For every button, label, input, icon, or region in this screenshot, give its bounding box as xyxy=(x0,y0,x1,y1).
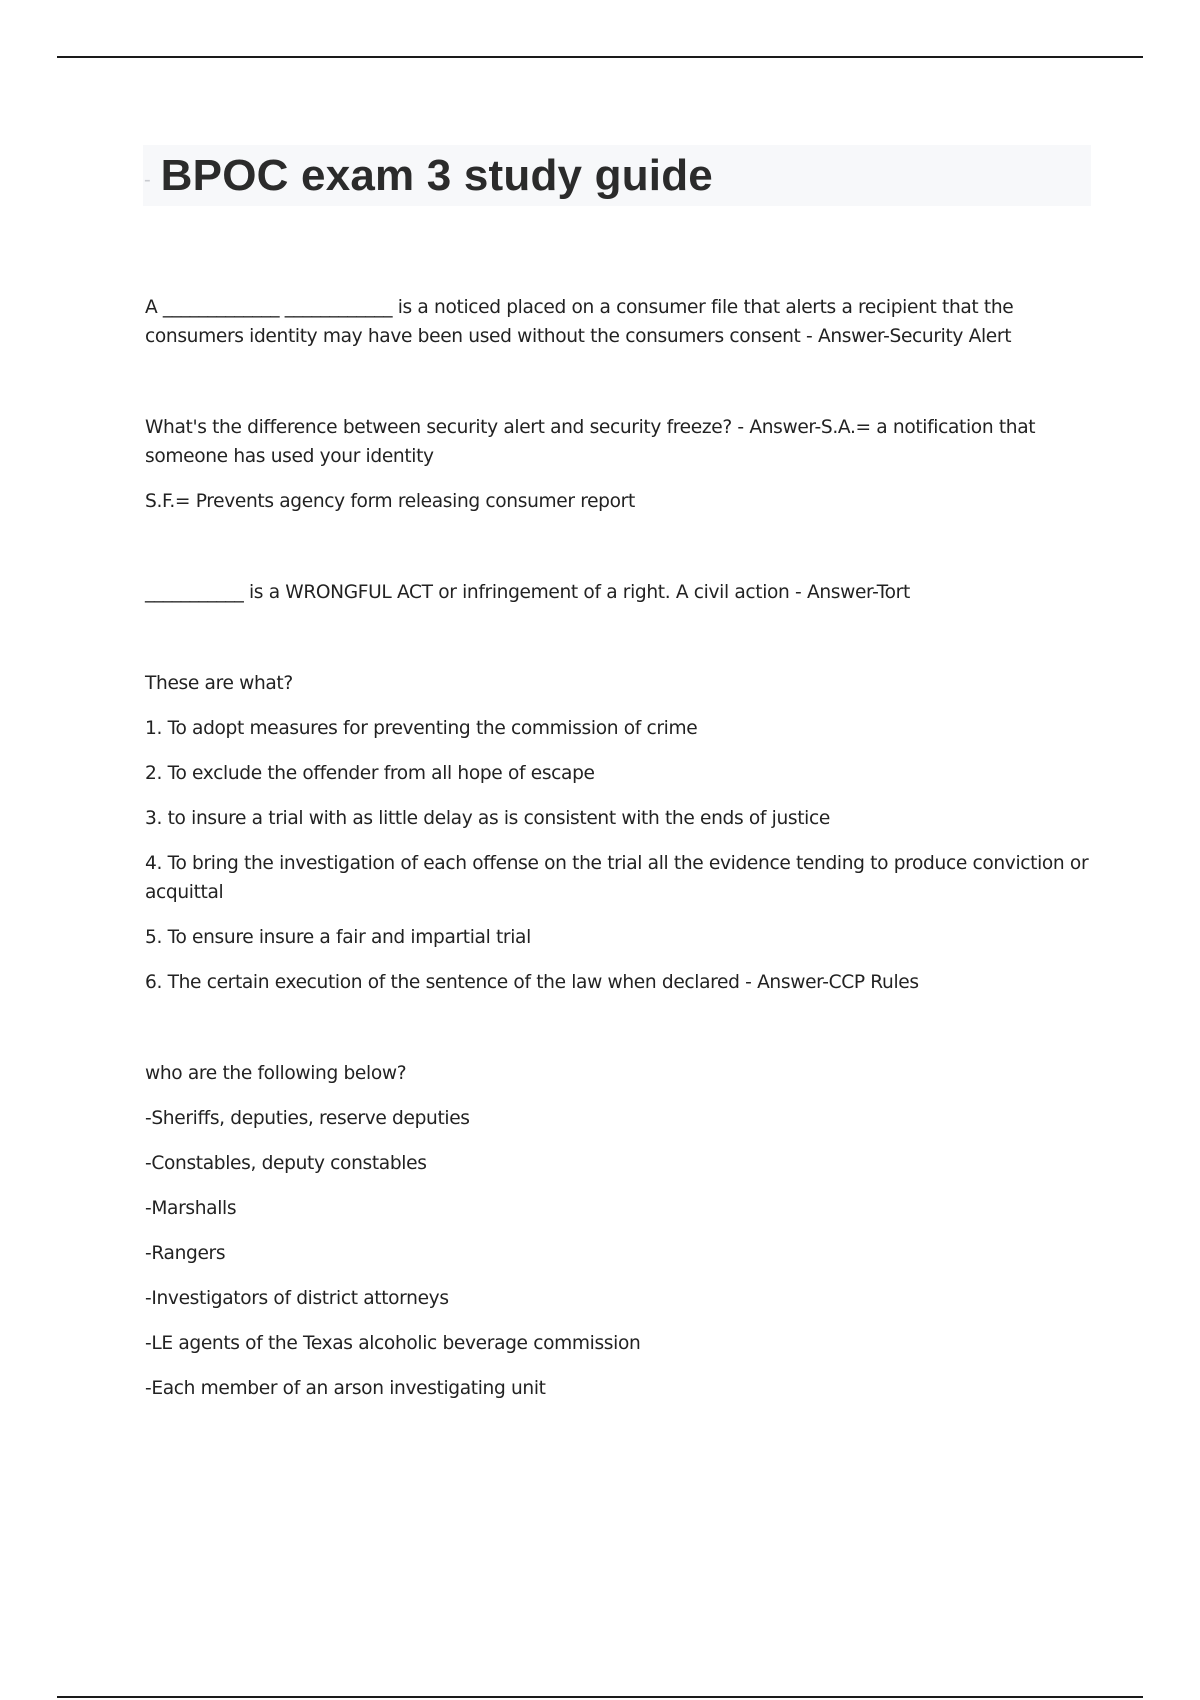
study-guide-content xyxy=(145,293,1095,1465)
card-question: What's the difference between security alert and security freeze? - Answer-S.A.= a notification that someone has used your identity xyxy=(145,417,1036,467)
document-title: BPOC exam 3 study guide xyxy=(160,150,713,200)
flashcard-3 xyxy=(145,578,1095,607)
header-rule xyxy=(57,56,1143,58)
footer-rule xyxy=(57,1696,1143,1698)
list-item: -LE agents of the Texas alcoholic beverage commission xyxy=(145,1333,641,1354)
card-answer-line: S.F.= Prevents agency form releasing consumer report xyxy=(145,491,635,512)
flashcard-4 xyxy=(145,669,1095,997)
list-item: -Rangers xyxy=(145,1243,226,1264)
list-item: -Each member of an arson investigating unit xyxy=(145,1378,546,1399)
list-item: -Marshalls xyxy=(145,1198,237,1219)
flashcard-1 xyxy=(145,293,1095,351)
list-item: -Constables, deputy constables xyxy=(145,1153,427,1174)
flashcard-5 xyxy=(145,1059,1095,1403)
card-question: These are what? xyxy=(145,673,293,694)
card-text: ___________ is a WRONGFUL ACT or infringement of a right. A civil action - Answer-Tort xyxy=(145,582,910,603)
flashcard-2 xyxy=(145,413,1095,516)
card-text: A _____________ ____________ is a noticed placed on a consumer file that alerts a recipient that the consumers identity may have been used without the consumers consent - Answer-Security Alert xyxy=(145,297,1014,347)
list-item: 6. The certain execution of the sentence of the law when declared - Answer-CCP Rules xyxy=(145,972,919,993)
list-item: 4. To bring the investigation of each offense on the trial all the evidence tending to produce conviction or acquittal xyxy=(145,853,1089,903)
list-item: 1. To adopt measures for preventing the commission of crime xyxy=(145,718,698,739)
list-item: -Investigators of district attorneys xyxy=(145,1288,449,1309)
list-item: 5. To ensure insure a fair and impartial trial xyxy=(145,927,531,948)
list-item: -Sheriffs, deputies, reserve deputies xyxy=(145,1108,470,1129)
title-marker: - xyxy=(144,169,151,191)
card-question: who are the following below? xyxy=(145,1063,407,1084)
list-item: 3. to insure a trial with as little delay as is consistent with the ends of justice xyxy=(145,808,830,829)
title-banner xyxy=(143,145,1091,206)
list-item: 2. To exclude the offender from all hope of escape xyxy=(145,763,595,784)
